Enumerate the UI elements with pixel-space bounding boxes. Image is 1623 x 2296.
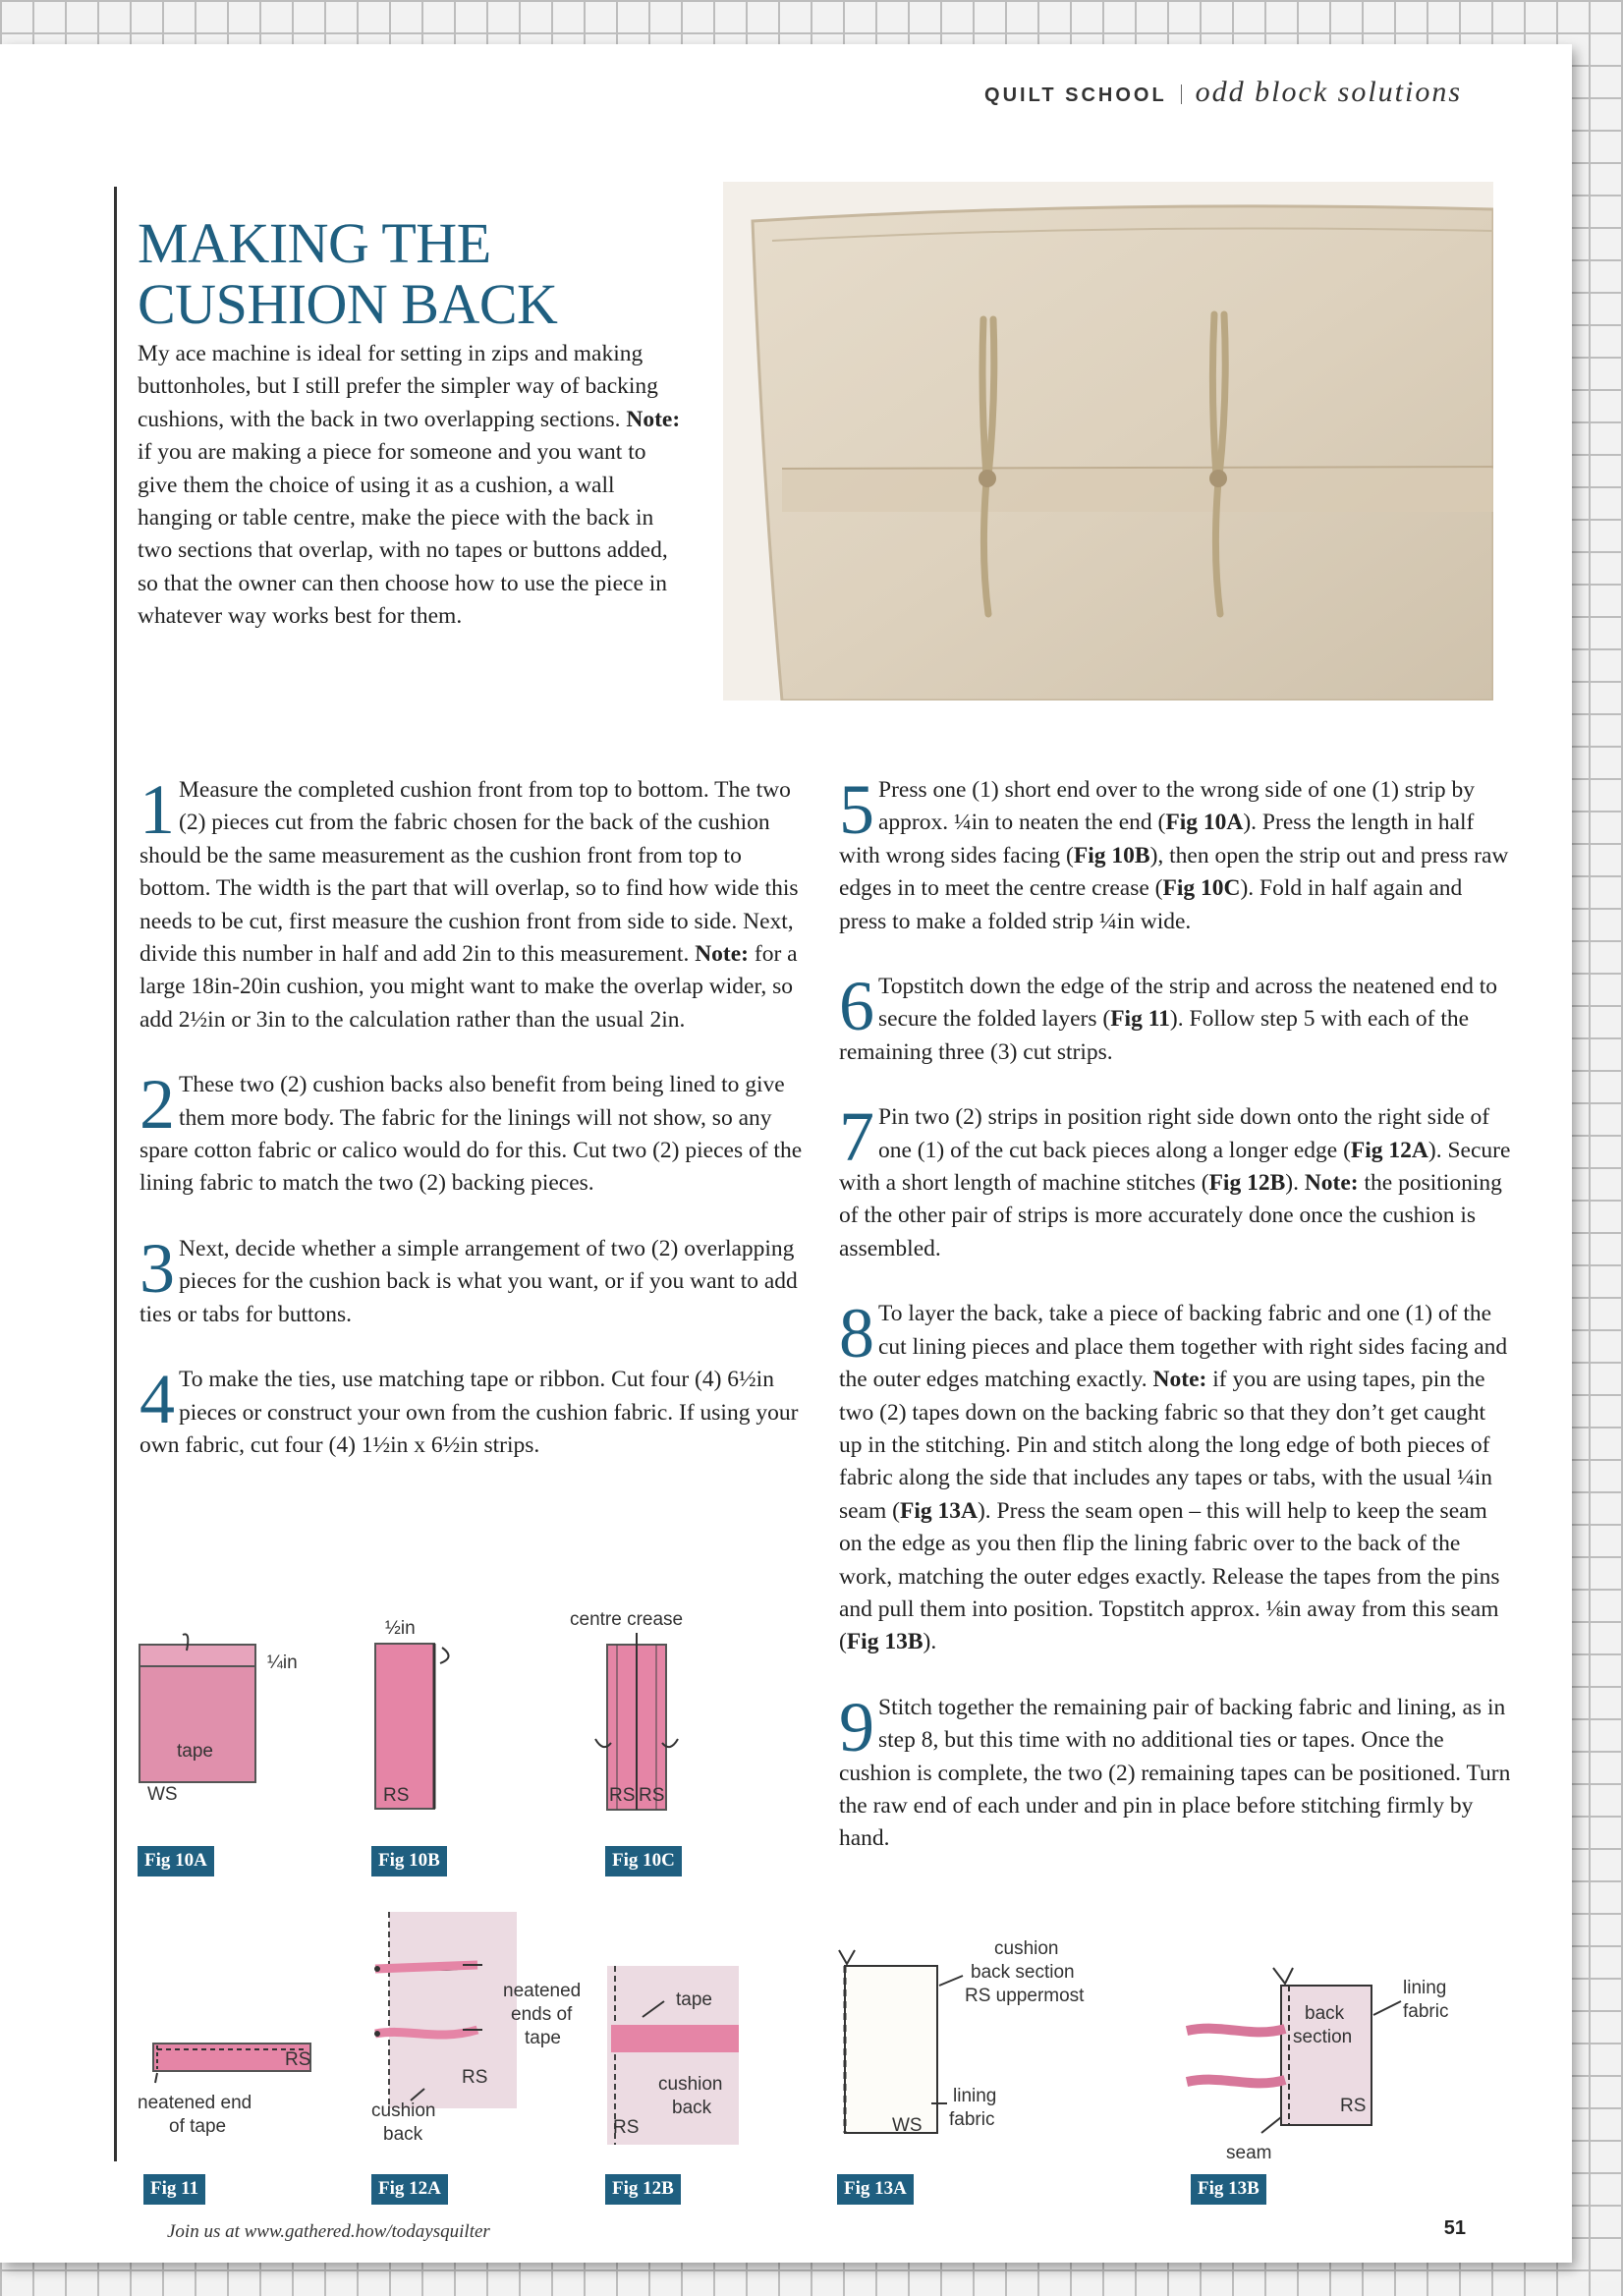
step-7-text-c: ). xyxy=(1285,1170,1299,1197)
fig-13a-l1: lining xyxy=(953,2086,997,2106)
step-7-note-label: Note: xyxy=(1304,1170,1359,1197)
fig-12a-n2: ends of xyxy=(511,2004,573,2025)
fig-10a-tape: tape xyxy=(177,1741,213,1762)
fig-11-neat-2: of tape xyxy=(169,2116,227,2137)
step-5-fig-ref-c: Fig 10C xyxy=(1162,875,1241,902)
step-5-text-b: ). Press the length in half with wrong sides facing ( xyxy=(839,810,1475,868)
title-line-2: CUSHION BACK xyxy=(138,272,558,336)
fig-10c-diagram xyxy=(568,1599,745,1820)
step-4-text: To make the ties, use matching tape or ribbon. Cut four (4) 6½in pieces or construct your own from the cushion fabric. If using your own fabric, cut four (4) 1½in x 6½in strips. xyxy=(140,1367,799,1458)
step-1-text: Measure the completed cushion front from top to bottom. The two (2) pieces cut from the fabric chosen for the back of the cushion should be the same measurement as the cushion front from top to bottom. The width is the part that will overlap, so to find how wide this needs to be cut, first measure the cushion front from side to side. Next, divide this number in half and add 2in to this measurement. xyxy=(140,777,799,968)
step-5-text-d: ). Fold in half again and press to make a folded strip ¼in wide. xyxy=(839,875,1463,934)
fig-12b-cb-1: cushion xyxy=(658,2074,723,2095)
step-5-fig-ref-a: Fig 10A xyxy=(1165,810,1244,836)
fig-12a-cb-1: cushion xyxy=(371,2100,436,2121)
fig-10b-diagram xyxy=(371,1614,470,1820)
fig-13a-l2: fabric xyxy=(949,2109,995,2130)
fig-11-rs: RS xyxy=(285,2049,311,2070)
fig-10c-crease: centre crease xyxy=(570,1609,684,1630)
page-number: 51 xyxy=(1443,2217,1466,2239)
title-line-1: MAKING THE xyxy=(138,211,491,275)
step-5-number: 5 xyxy=(839,770,874,849)
fig-10c-rs-2: RS xyxy=(639,1785,665,1806)
step-2-text: These two (2) cushion backs also benefit from being lined to give them more body. The fabric for the linings will not show, so any spare cotton fabric or calico would do for this. Cut two (2) pieces of the lining fabric to match the two (2) backing pieces. xyxy=(140,1072,803,1197)
fig-13b-diagram xyxy=(1183,1960,1478,2166)
fig-13a-ws: WS xyxy=(892,2115,923,2136)
step-9-number: 9 xyxy=(839,1687,874,1766)
step-8-text-a: To layer the back, take a piece of backing fabric and one (1) of the cut lining pieces and place them together with right sides facing and the outer edges matching exactly. xyxy=(839,1301,1508,1393)
cushion-photo xyxy=(723,182,1493,700)
step-8-fig-ref-b: Fig 13B xyxy=(846,1629,923,1655)
fig-11-neat-1: neatened end xyxy=(138,2093,252,2113)
step-7-note-text: the positioning of the other pair of strips is more accurately done once the cushion is assembled. xyxy=(839,1170,1502,1261)
fig-13b-rs: RS xyxy=(1340,2096,1367,2116)
left-column xyxy=(140,770,808,1462)
step-2 xyxy=(140,1065,808,1201)
footer-url: Join us at www.gathered.how/todaysquilter xyxy=(167,2221,490,2242)
fig-13b-l1: lining xyxy=(1403,1978,1447,1998)
section-name: QUILT SCHOOL xyxy=(984,84,1167,106)
fig-10a-diagram xyxy=(136,1621,312,1818)
step-3-text: Next, decide whether a simple arrangement of two (2) overlapping pieces for the cushion back is what you want, or if you want to add ties or tabs for buttons. xyxy=(140,1235,798,1327)
step-8-text-c: ). Press the seam open – this will help to keep the seam on the edge as you then flip the lining fabric over to the back of the work, matching the outer edges exactly. Release the tapes from the pins and pull them into position. Topstitch approx. ⅛in away from this seam ( xyxy=(839,1497,1500,1655)
step-8-text-b: if you are using tapes, pin the two (2) tapes down on the backing fabric so that they don’t get caught up in the stitching. Pin and stitch along the long edge of both pieces of fabric along the side that includes any tapes or tabs, with the usual ¼in seam ( xyxy=(839,1367,1493,1524)
step-7-text-a: Pin two (2) strips in position right side down onto the right side of one (1) of the cut back pieces along a longer edge ( xyxy=(878,1104,1490,1163)
step-7-number: 7 xyxy=(839,1097,874,1177)
step-6 xyxy=(839,967,1511,1069)
fig-13b-label: Fig 13B xyxy=(1191,2174,1266,2205)
fig-12a-diagram xyxy=(369,1904,605,2150)
fig-13a-label: Fig 13A xyxy=(837,2174,914,2205)
right-column xyxy=(839,770,1511,1856)
fig-10b-rs: RS xyxy=(383,1785,410,1806)
page-header xyxy=(984,76,1462,109)
fig-13a-c3: RS uppermost xyxy=(965,1986,1085,2006)
step-1-number: 1 xyxy=(140,770,175,849)
step-2-number: 2 xyxy=(140,1065,175,1145)
fig-12b-cb-2: back xyxy=(672,2098,712,2118)
step-9 xyxy=(839,1687,1511,1856)
step-8 xyxy=(839,1294,1511,1658)
fig-10c-rs-1: RS xyxy=(609,1785,636,1806)
step-5-text-c: ), then open the strip out and press raw edges in to meet the centre crease ( xyxy=(839,842,1509,902)
fig-10b-half: ½in xyxy=(385,1618,416,1639)
fig-12a-label: Fig 12A xyxy=(371,2174,448,2205)
step-7-fig-ref-b: Fig 12B xyxy=(1208,1170,1286,1197)
fig-13b-l2: fabric xyxy=(1403,2001,1449,2022)
fig-10c-label: Fig 10C xyxy=(605,1846,682,1876)
step-8-number: 8 xyxy=(839,1294,874,1373)
magazine-page xyxy=(0,44,1572,2263)
column-rule xyxy=(114,187,117,2161)
step-8-fig-ref-a: Fig 13A xyxy=(900,1497,978,1524)
fig-13b-seam: seam xyxy=(1226,2143,1272,2163)
step-9-text: Stitch together the remaining pair of backing fabric and lining, as in step 8, but this time with no additional ties or tapes. Once the cushion is complete, the two (2) remaining tapes can be positioned. Turn the raw end of each under and pin in place before stitching firmly by hand. xyxy=(839,1694,1511,1852)
fig-12b-tape: tape xyxy=(676,1989,712,2010)
step-7-text-b: ). Secure with a short length of machine stitches ( xyxy=(839,1137,1511,1197)
fig-12a-n3: tape xyxy=(525,2028,561,2048)
fig-13a-c1: cushion xyxy=(994,1938,1059,1959)
fig-12b-diagram xyxy=(603,1962,751,2149)
fig-10a-ws: WS xyxy=(147,1784,178,1805)
intro-text: My ace machine is ideal for setting in zips and making buttonholes, but I still prefer the simpler way of backing cushions, with the back in two overlapping sections. xyxy=(138,341,658,432)
step-1-note-text: for a large 18in-20in cushion, you might want to make the overlap wider, so add 2½in or 3in to the calculation rather than the usual 2in. xyxy=(140,941,798,1033)
step-6-text-a: Topstitch down the edge of the strip and across the neatened end to secure the folded layers ( xyxy=(878,974,1498,1033)
fig-13b-b1: back xyxy=(1305,2003,1345,2024)
fig-12b-rs: RS xyxy=(613,2117,640,2138)
fig-11-diagram xyxy=(136,2034,332,2152)
fig-13b-b2: section xyxy=(1293,2027,1353,2047)
fig-12a-n1: neatened xyxy=(503,1981,582,2001)
step-4-number: 4 xyxy=(140,1360,175,1439)
fig-13a-c2: back section xyxy=(971,1962,1075,1983)
fig-10a-label: Fig 10A xyxy=(138,1846,214,1876)
step-7 xyxy=(839,1097,1511,1265)
header-divider xyxy=(1181,84,1182,104)
step-3 xyxy=(140,1228,808,1331)
step-5-fig-ref-b: Fig 10B xyxy=(1073,842,1150,868)
fig-12b-label: Fig 12B xyxy=(605,2174,681,2205)
step-6-fig-ref: Fig 11 xyxy=(1110,1006,1170,1033)
intro-paragraph xyxy=(138,338,688,634)
step-4 xyxy=(140,1360,808,1462)
step-7-fig-ref-a: Fig 12A xyxy=(1350,1137,1428,1163)
intro-note-text: if you are making a piece for someone and you want to give them the choice of using it as a cushion, a wall hanging or table centre, make the piece with the back in two sections that overlap, with no tapes or buttons added, so that the owner can then choose how to use the piece in whatever way works best for them. xyxy=(138,439,668,630)
article-title xyxy=(138,213,727,335)
fig-13a-diagram xyxy=(837,1929,1151,2145)
intro-note-label: Note: xyxy=(626,406,681,432)
step-8-note-label: Note: xyxy=(1152,1367,1207,1393)
step-3-number: 3 xyxy=(140,1228,175,1308)
step-5 xyxy=(839,770,1511,938)
step-1-note-label: Note: xyxy=(695,941,750,968)
step-6-number: 6 xyxy=(839,967,874,1046)
section-subtitle: odd block solutions xyxy=(1195,76,1462,108)
fig-12a-cb-2: back xyxy=(383,2124,423,2145)
fig-10a-quarter: ¼in xyxy=(267,1652,298,1673)
step-8-text-d: ). xyxy=(923,1629,937,1655)
step-1 xyxy=(140,770,808,1036)
fig-10b-label: Fig 10B xyxy=(371,1846,447,1876)
step-6-text-b: ). Follow step 5 with each of the remaining three (3) cut strips. xyxy=(839,1006,1470,1065)
fig-11-label: Fig 11 xyxy=(143,2174,205,2205)
step-5-text-a: Press one (1) short end over to the wrong side of one (1) strip by approx. ¼in to neaten the end ( xyxy=(878,777,1475,836)
fig-12a-rs: RS xyxy=(462,2067,488,2088)
